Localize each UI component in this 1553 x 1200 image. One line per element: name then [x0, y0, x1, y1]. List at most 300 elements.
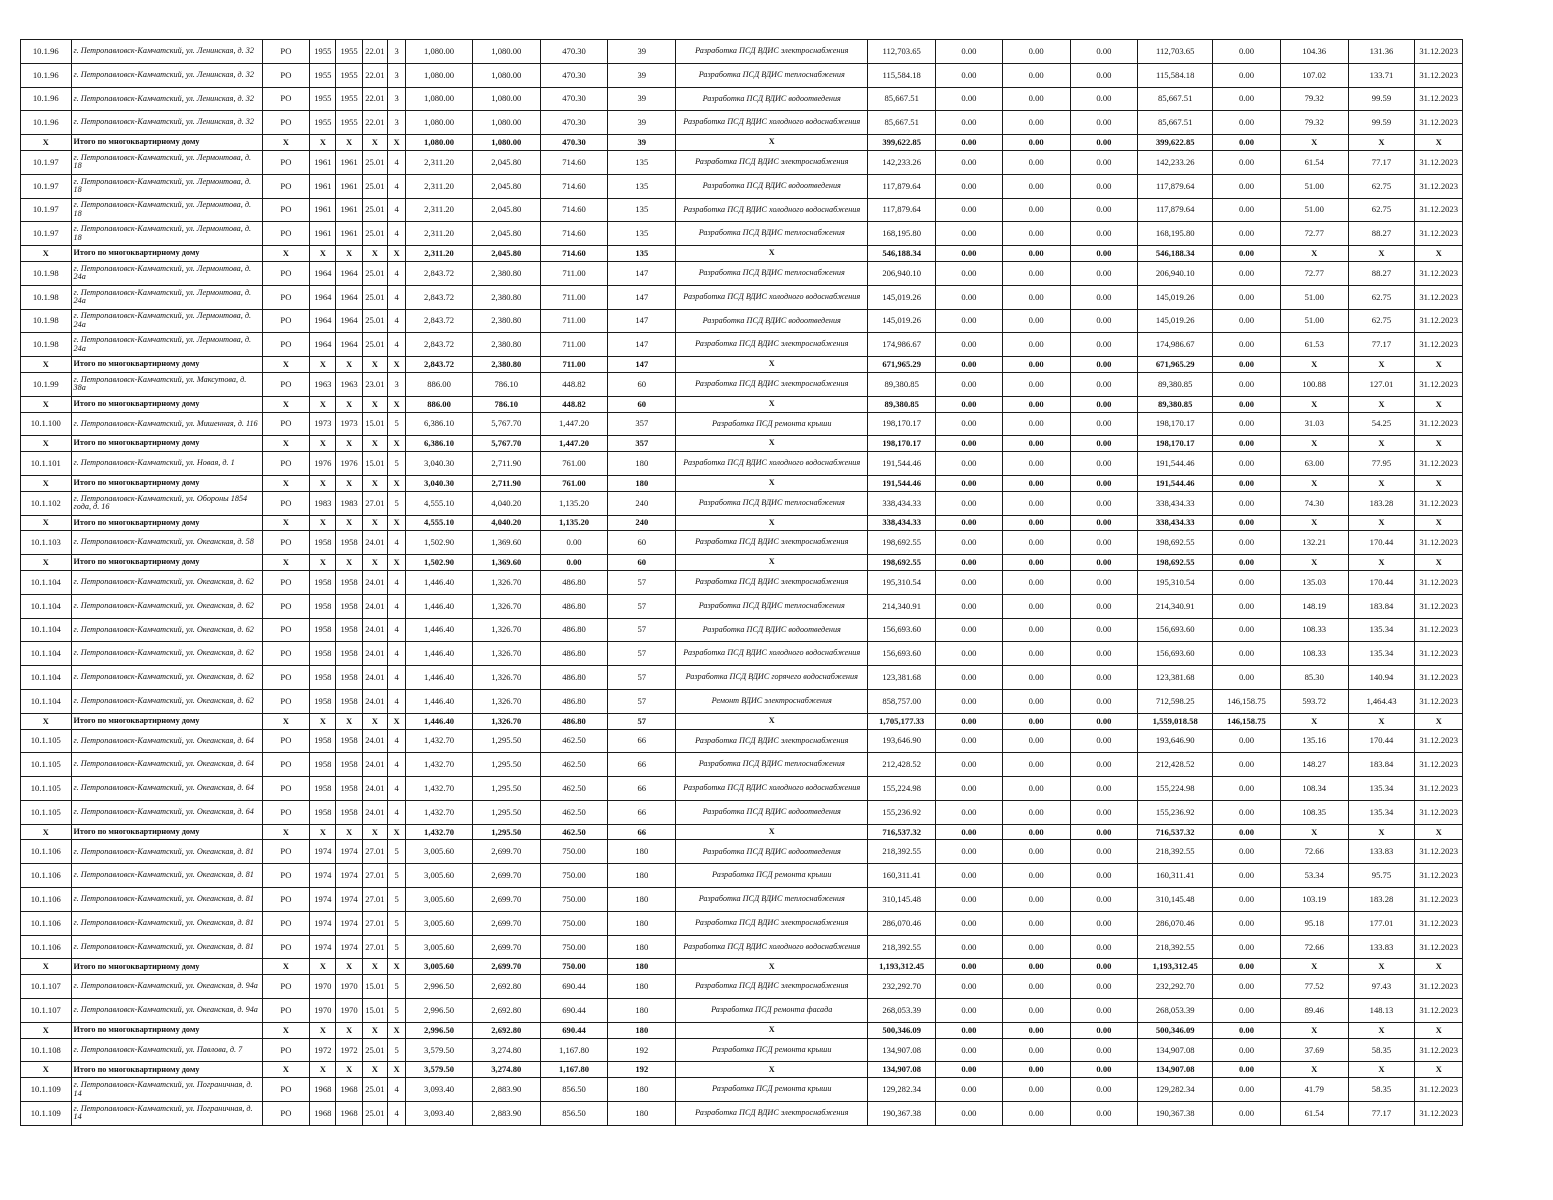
residents-cell: 180 — [608, 840, 676, 864]
year-built-cell: 1958 — [310, 531, 336, 555]
owner-funds-cell: 218,392.55 — [1138, 935, 1213, 959]
owner-type-cell: РО — [262, 1038, 310, 1062]
federal-funds-cell: 0.00 — [936, 1038, 1003, 1062]
deadline-cell: 31.12.2023 — [1415, 285, 1463, 309]
deadline-cell: 31.12.2023 — [1415, 40, 1463, 64]
row-number-cell: 10.1.104 — [21, 666, 72, 690]
table-row — [21, 198, 1463, 222]
floors-cell: 4 — [388, 777, 406, 801]
wear-code-cell: 22.01 — [362, 87, 387, 111]
federal-funds-cell: 0.00 — [936, 713, 1003, 729]
unit-cost-cell: X — [1280, 357, 1348, 373]
address-cell: г. Петропавловск-Камчатский, ул. Лермонтова, д. 24а — [71, 261, 262, 285]
table-row — [21, 491, 1463, 515]
year-built-cell: 1961 — [310, 174, 336, 198]
work-type-cell: Разработка ПСД ВДИС электроснабжения — [676, 372, 868, 396]
total-area-cell: 1,446.40 — [406, 570, 473, 594]
year-built-cell: 1964 — [310, 333, 336, 357]
year-built-cell: 1974 — [310, 888, 336, 912]
address-cell: Итого по многоквартирному дому — [71, 515, 262, 531]
common-area-cell: 750.00 — [540, 959, 608, 975]
work-type-cell: Разработка ПСД ВДИС теплоснабжения — [676, 594, 868, 618]
row-number-cell: 10.1.98 — [21, 285, 72, 309]
federal-funds-cell: 0.00 — [936, 475, 1003, 491]
regional-funds-cell: 0.00 — [1002, 452, 1070, 476]
wear-code-cell: 24.01 — [362, 531, 387, 555]
living-area-cell: 1,326.70 — [472, 689, 540, 713]
address-cell: Итого по многоквартирному дому — [71, 436, 262, 452]
common-area-cell: 486.80 — [540, 713, 608, 729]
owner-type-cell: РО — [262, 618, 310, 642]
year-built-cell: X — [310, 475, 336, 491]
deadline-cell: 31.12.2023 — [1415, 1102, 1463, 1126]
work-type-cell: Разработка ПСД ВДИС теплоснабжения — [676, 222, 868, 246]
year-commissioned-cell: X — [336, 1062, 362, 1078]
work-type-cell: Разработка ПСД ремонта крыши — [676, 1038, 868, 1062]
row-number-cell: 10.1.100 — [21, 412, 72, 436]
residents-cell: 180 — [608, 864, 676, 888]
federal-funds-cell: 0.00 — [936, 959, 1003, 975]
regional-funds-cell: 0.00 — [1002, 570, 1070, 594]
total-row — [21, 959, 1463, 975]
owner-funds-cell: 155,224.98 — [1138, 777, 1213, 801]
address-cell: Итого по многоквартирному дому — [71, 824, 262, 840]
deadline-cell: 31.12.2023 — [1415, 198, 1463, 222]
total-cost-cell: 129,282.34 — [868, 1078, 936, 1102]
owner-type-cell: РО — [262, 174, 310, 198]
federal-funds-cell: 0.00 — [936, 864, 1003, 888]
year-commissioned-cell: 1963 — [336, 372, 362, 396]
owner-funds-cell: 1,559,018.58 — [1138, 713, 1213, 729]
address-cell: г. Петропавловск-Камчатский, ул. Лермонтова, д. 18 — [71, 174, 262, 198]
floors-cell: 4 — [388, 531, 406, 555]
max-unit-cost-cell: 99.59 — [1348, 111, 1415, 135]
common-area-cell: 486.80 — [540, 570, 608, 594]
row-number-cell: 10.1.106 — [21, 840, 72, 864]
regional-funds-cell: 0.00 — [1002, 959, 1070, 975]
row-number-cell: 10.1.109 — [21, 1078, 72, 1102]
common-area-cell: 448.82 — [540, 396, 608, 412]
unit-cost-cell: 51.00 — [1280, 198, 1348, 222]
federal-funds-cell: 0.00 — [936, 840, 1003, 864]
federal-funds-cell: 0.00 — [936, 594, 1003, 618]
municipal-funds-cell: 0.00 — [1070, 333, 1138, 357]
wear-code-cell: X — [362, 713, 387, 729]
regional-funds-cell: 0.00 — [1002, 594, 1070, 618]
owner-type-cell: РО — [262, 888, 310, 912]
owner-funds-cell: 145,019.26 — [1138, 309, 1213, 333]
owner-funds-cell: 117,879.64 — [1138, 198, 1213, 222]
wear-code-cell: 25.01 — [362, 1038, 387, 1062]
total-area-cell: 3,579.50 — [406, 1062, 473, 1078]
federal-funds-cell: 0.00 — [936, 888, 1003, 912]
unit-cost-cell: 108.34 — [1280, 777, 1348, 801]
row-number-cell: 10.1.107 — [21, 999, 72, 1023]
residents-cell: 135 — [608, 198, 676, 222]
work-type-cell: Разработка ПСД ВДИС электроснабжения — [676, 911, 868, 935]
federal-funds-cell: 0.00 — [936, 396, 1003, 412]
address-cell: г. Петропавловск-Камчатский, ул. Океанская, д. 64 — [71, 777, 262, 801]
year-built-cell: X — [310, 959, 336, 975]
owner-funds-cell: 174,986.67 — [1138, 333, 1213, 357]
owner-funds-cell: 195,310.54 — [1138, 570, 1213, 594]
max-unit-cost-cell: 133.71 — [1348, 63, 1415, 87]
unit-cost-cell: 79.32 — [1280, 87, 1348, 111]
owner-funds-cell: 193,646.90 — [1138, 729, 1213, 753]
other-funds-cell: 0.00 — [1213, 840, 1281, 864]
year-built-cell: 1961 — [310, 222, 336, 246]
municipal-funds-cell: 0.00 — [1070, 491, 1138, 515]
total-row — [21, 555, 1463, 571]
total-area-cell: 2,843.72 — [406, 285, 473, 309]
year-built-cell: 1955 — [310, 63, 336, 87]
living-area-cell: 2,699.70 — [472, 935, 540, 959]
max-unit-cost-cell: X — [1348, 135, 1415, 151]
common-area-cell: 1,135.20 — [540, 491, 608, 515]
work-type-cell: Разработка ПСД ВДИС водоотведения — [676, 174, 868, 198]
owner-funds-cell: 115,584.18 — [1138, 63, 1213, 87]
living-area-cell: 2,692.80 — [472, 975, 540, 999]
owner-type-cell: X — [262, 436, 310, 452]
municipal-funds-cell: 0.00 — [1070, 1062, 1138, 1078]
federal-funds-cell: 0.00 — [936, 800, 1003, 824]
work-type-cell: X — [676, 396, 868, 412]
deadline-cell: X — [1415, 555, 1463, 571]
total-cost-cell: 156,693.60 — [868, 618, 936, 642]
regional-funds-cell: 0.00 — [1002, 555, 1070, 571]
federal-funds-cell: 0.00 — [936, 491, 1003, 515]
unit-cost-cell: 148.19 — [1280, 594, 1348, 618]
year-commissioned-cell: 1983 — [336, 491, 362, 515]
residents-cell: 147 — [608, 285, 676, 309]
year-built-cell: X — [310, 357, 336, 373]
owner-type-cell: РО — [262, 285, 310, 309]
common-area-cell: 714.60 — [540, 174, 608, 198]
deadline-cell: 31.12.2023 — [1415, 570, 1463, 594]
living-area-cell: 1,080.00 — [472, 63, 540, 87]
common-area-cell: 856.50 — [540, 1102, 608, 1126]
work-type-cell: X — [676, 246, 868, 262]
table-body — [21, 40, 1463, 1126]
year-commissioned-cell: 1958 — [336, 777, 362, 801]
owner-funds-cell: 310,145.48 — [1138, 888, 1213, 912]
year-built-cell: 1974 — [310, 840, 336, 864]
address-cell: Итого по многоквартирному дому — [71, 396, 262, 412]
year-commissioned-cell: 1964 — [336, 333, 362, 357]
total-cost-cell: 198,170.17 — [868, 436, 936, 452]
regional-funds-cell: 0.00 — [1002, 333, 1070, 357]
total-area-cell: 2,843.72 — [406, 357, 473, 373]
address-cell: г. Петропавловск-Камчатский, ул. Океанская, д. 58 — [71, 531, 262, 555]
municipal-funds-cell: 0.00 — [1070, 222, 1138, 246]
regional-funds-cell: 0.00 — [1002, 285, 1070, 309]
wear-code-cell: 25.01 — [362, 174, 387, 198]
row-number-cell: X — [21, 436, 72, 452]
other-funds-cell: 0.00 — [1213, 642, 1281, 666]
residents-cell: 357 — [608, 412, 676, 436]
unit-cost-cell: X — [1280, 555, 1348, 571]
federal-funds-cell: 0.00 — [936, 999, 1003, 1023]
owner-type-cell: РО — [262, 753, 310, 777]
max-unit-cost-cell: X — [1348, 1022, 1415, 1038]
wear-code-cell: 24.01 — [362, 753, 387, 777]
total-area-cell: 3,579.50 — [406, 1038, 473, 1062]
owner-type-cell: РО — [262, 333, 310, 357]
residents-cell: 57 — [608, 713, 676, 729]
other-funds-cell: 0.00 — [1213, 959, 1281, 975]
year-commissioned-cell: 1958 — [336, 729, 362, 753]
max-unit-cost-cell: X — [1348, 713, 1415, 729]
total-area-cell: 1,432.70 — [406, 824, 473, 840]
common-area-cell: 711.00 — [540, 285, 608, 309]
common-area-cell: 1,167.80 — [540, 1038, 608, 1062]
total-cost-cell: 198,692.55 — [868, 531, 936, 555]
living-area-cell: 2,883.90 — [472, 1078, 540, 1102]
residents-cell: 60 — [608, 555, 676, 571]
residents-cell: 135 — [608, 174, 676, 198]
municipal-funds-cell: 0.00 — [1070, 357, 1138, 373]
table-row — [21, 840, 1463, 864]
total-area-cell: 886.00 — [406, 396, 473, 412]
table-row — [21, 285, 1463, 309]
owner-type-cell: РО — [262, 111, 310, 135]
total-cost-cell: 89,380.85 — [868, 396, 936, 412]
wear-code-cell: 27.01 — [362, 864, 387, 888]
year-commissioned-cell: 1968 — [336, 1078, 362, 1102]
total-cost-cell: 1,705,177.33 — [868, 713, 936, 729]
address-cell: Итого по многоквартирному дому — [71, 246, 262, 262]
total-cost-cell: 671,965.29 — [868, 357, 936, 373]
address-cell: г. Петропавловск-Камчатский, ул. Обороны 1854 года, д. 16 — [71, 491, 262, 515]
common-area-cell: 1,447.20 — [540, 436, 608, 452]
federal-funds-cell: 0.00 — [936, 570, 1003, 594]
unit-cost-cell: 61.54 — [1280, 150, 1348, 174]
year-built-cell: 1955 — [310, 111, 336, 135]
regional-funds-cell: 0.00 — [1002, 174, 1070, 198]
regional-funds-cell: 0.00 — [1002, 642, 1070, 666]
federal-funds-cell: 0.00 — [936, 1022, 1003, 1038]
max-unit-cost-cell: 58.35 — [1348, 1078, 1415, 1102]
total-cost-cell: 214,340.91 — [868, 594, 936, 618]
work-type-cell: Разработка ПСД ВДИС электроснабжения — [676, 333, 868, 357]
deadline-cell: 31.12.2023 — [1415, 642, 1463, 666]
year-commissioned-cell: 1958 — [336, 618, 362, 642]
wear-code-cell: 22.01 — [362, 63, 387, 87]
owner-type-cell: РО — [262, 642, 310, 666]
federal-funds-cell: 0.00 — [936, 618, 1003, 642]
other-funds-cell: 0.00 — [1213, 729, 1281, 753]
total-cost-cell: 85,667.51 — [868, 87, 936, 111]
residents-cell: 180 — [608, 975, 676, 999]
year-built-cell: 1974 — [310, 911, 336, 935]
work-type-cell: X — [676, 713, 868, 729]
other-funds-cell: 0.00 — [1213, 594, 1281, 618]
max-unit-cost-cell: 133.83 — [1348, 935, 1415, 959]
regional-funds-cell: 0.00 — [1002, 309, 1070, 333]
common-area-cell: 486.80 — [540, 594, 608, 618]
max-unit-cost-cell: 88.27 — [1348, 222, 1415, 246]
address-cell: г. Петропавловск-Камчатский, ул. Новая, д. 1 — [71, 452, 262, 476]
federal-funds-cell: 0.00 — [936, 1062, 1003, 1078]
total-area-cell: 1,446.40 — [406, 618, 473, 642]
total-area-cell: 1,432.70 — [406, 753, 473, 777]
floors-cell: 5 — [388, 452, 406, 476]
other-funds-cell: 0.00 — [1213, 246, 1281, 262]
regional-funds-cell: 0.00 — [1002, 1022, 1070, 1038]
work-type-cell: Разработка ПСД ремонта крыши — [676, 864, 868, 888]
row-number-cell: 10.1.96 — [21, 111, 72, 135]
year-built-cell: 1968 — [310, 1102, 336, 1126]
unit-cost-cell: X — [1280, 396, 1348, 412]
max-unit-cost-cell: 135.34 — [1348, 642, 1415, 666]
living-area-cell: 3,274.80 — [472, 1038, 540, 1062]
year-built-cell: 1961 — [310, 150, 336, 174]
federal-funds-cell: 0.00 — [936, 452, 1003, 476]
other-funds-cell: 0.00 — [1213, 40, 1281, 64]
address-cell: г. Петропавловск-Камчатский, ул. Океанская, д. 64 — [71, 753, 262, 777]
floors-cell: 4 — [388, 150, 406, 174]
table-row — [21, 570, 1463, 594]
owner-funds-cell: 546,188.34 — [1138, 246, 1213, 262]
max-unit-cost-cell: 62.75 — [1348, 198, 1415, 222]
deadline-cell: 31.12.2023 — [1415, 753, 1463, 777]
federal-funds-cell: 0.00 — [936, 666, 1003, 690]
regional-funds-cell: 0.00 — [1002, 1038, 1070, 1062]
regional-funds-cell: 0.00 — [1002, 111, 1070, 135]
deadline-cell: X — [1415, 824, 1463, 840]
owner-funds-cell: 134,907.08 — [1138, 1038, 1213, 1062]
total-area-cell: 1,432.70 — [406, 800, 473, 824]
wear-code-cell: X — [362, 357, 387, 373]
total-row — [21, 824, 1463, 840]
total-cost-cell: 500,346.09 — [868, 1022, 936, 1038]
total-cost-cell: 89,380.85 — [868, 372, 936, 396]
residents-cell: 57 — [608, 689, 676, 713]
deadline-cell: 31.12.2023 — [1415, 618, 1463, 642]
floors-cell: 3 — [388, 87, 406, 111]
total-area-cell: 1,432.70 — [406, 729, 473, 753]
max-unit-cost-cell: 133.83 — [1348, 840, 1415, 864]
owner-type-cell: РО — [262, 372, 310, 396]
year-built-cell: 1958 — [310, 570, 336, 594]
other-funds-cell: 0.00 — [1213, 1062, 1281, 1078]
unit-cost-cell: 63.00 — [1280, 452, 1348, 476]
total-area-cell: 2,311.20 — [406, 246, 473, 262]
wear-code-cell: X — [362, 959, 387, 975]
other-funds-cell: 0.00 — [1213, 753, 1281, 777]
regional-funds-cell: 0.00 — [1002, 911, 1070, 935]
total-area-cell: 2,311.20 — [406, 222, 473, 246]
unit-cost-cell: 79.32 — [1280, 111, 1348, 135]
work-type-cell: Разработка ПСД ВДИС теплоснабжения — [676, 63, 868, 87]
residents-cell: 135 — [608, 222, 676, 246]
living-area-cell: 2,045.80 — [472, 174, 540, 198]
living-area-cell: 1,080.00 — [472, 111, 540, 135]
max-unit-cost-cell: 170.44 — [1348, 729, 1415, 753]
wear-code-cell: 24.01 — [362, 777, 387, 801]
deadline-cell: 31.12.2023 — [1415, 309, 1463, 333]
year-commissioned-cell: X — [336, 1022, 362, 1038]
work-type-cell: Разработка ПСД ВДИС водоотведения — [676, 309, 868, 333]
residents-cell: 180 — [608, 1022, 676, 1038]
total-area-cell: 1,080.00 — [406, 135, 473, 151]
owner-type-cell: РО — [262, 222, 310, 246]
federal-funds-cell: 0.00 — [936, 111, 1003, 135]
deadline-cell: 31.12.2023 — [1415, 864, 1463, 888]
living-area-cell: 2,045.80 — [472, 198, 540, 222]
address-cell: Итого по многоквартирному дому — [71, 1062, 262, 1078]
common-area-cell: 690.44 — [540, 975, 608, 999]
row-number-cell: 10.1.105 — [21, 753, 72, 777]
address-cell: Итого по многоквартирному дому — [71, 475, 262, 491]
owner-funds-cell: 190,367.38 — [1138, 1102, 1213, 1126]
wear-code-cell: X — [362, 824, 387, 840]
total-area-cell: 2,311.20 — [406, 198, 473, 222]
max-unit-cost-cell: 148.13 — [1348, 999, 1415, 1023]
wear-code-cell: 25.01 — [362, 1102, 387, 1126]
table-row — [21, 1078, 1463, 1102]
max-unit-cost-cell: 95.75 — [1348, 864, 1415, 888]
common-area-cell: 711.00 — [540, 357, 608, 373]
owner-funds-cell: 268,053.39 — [1138, 999, 1213, 1023]
deadline-cell: X — [1415, 713, 1463, 729]
floors-cell: 5 — [388, 888, 406, 912]
year-commissioned-cell: 1955 — [336, 63, 362, 87]
other-funds-cell: 0.00 — [1213, 999, 1281, 1023]
other-funds-cell: 0.00 — [1213, 864, 1281, 888]
owner-type-cell: РО — [262, 999, 310, 1023]
floors-cell: 4 — [388, 309, 406, 333]
row-number-cell: 10.1.97 — [21, 174, 72, 198]
residents-cell: 147 — [608, 333, 676, 357]
total-cost-cell: 145,019.26 — [868, 285, 936, 309]
address-cell: г. Петропавловск-Камчатский, ул. Океанская, д. 62 — [71, 666, 262, 690]
year-built-cell: 1958 — [310, 753, 336, 777]
regional-funds-cell: 0.00 — [1002, 1062, 1070, 1078]
owner-funds-cell: 671,965.29 — [1138, 357, 1213, 373]
work-type-cell: Ремонт ВДИС электроснабжения — [676, 689, 868, 713]
owner-type-cell: РО — [262, 594, 310, 618]
other-funds-cell: 0.00 — [1213, 396, 1281, 412]
owner-type-cell: РО — [262, 412, 310, 436]
unit-cost-cell: 72.66 — [1280, 935, 1348, 959]
year-built-cell: 1958 — [310, 800, 336, 824]
year-commissioned-cell: X — [336, 555, 362, 571]
regional-funds-cell: 0.00 — [1002, 888, 1070, 912]
year-built-cell: X — [310, 135, 336, 151]
municipal-funds-cell: 0.00 — [1070, 1038, 1138, 1062]
floors-cell: 4 — [388, 753, 406, 777]
row-number-cell: 10.1.98 — [21, 261, 72, 285]
owner-type-cell: РО — [262, 570, 310, 594]
municipal-funds-cell: 0.00 — [1070, 999, 1138, 1023]
common-area-cell: 761.00 — [540, 452, 608, 476]
unit-cost-cell: X — [1280, 135, 1348, 151]
total-cost-cell: 716,537.32 — [868, 824, 936, 840]
wear-code-cell: 25.01 — [362, 309, 387, 333]
common-area-cell: 486.80 — [540, 666, 608, 690]
total-area-cell: 6,386.10 — [406, 436, 473, 452]
row-number-cell: 10.1.96 — [21, 87, 72, 111]
owner-funds-cell: 117,879.64 — [1138, 174, 1213, 198]
other-funds-cell: 0.00 — [1213, 412, 1281, 436]
other-funds-cell: 0.00 — [1213, 135, 1281, 151]
unit-cost-cell: 135.16 — [1280, 729, 1348, 753]
deadline-cell: X — [1415, 436, 1463, 452]
year-commissioned-cell: 1961 — [336, 150, 362, 174]
table-row — [21, 1102, 1463, 1126]
regional-funds-cell: 0.00 — [1002, 63, 1070, 87]
